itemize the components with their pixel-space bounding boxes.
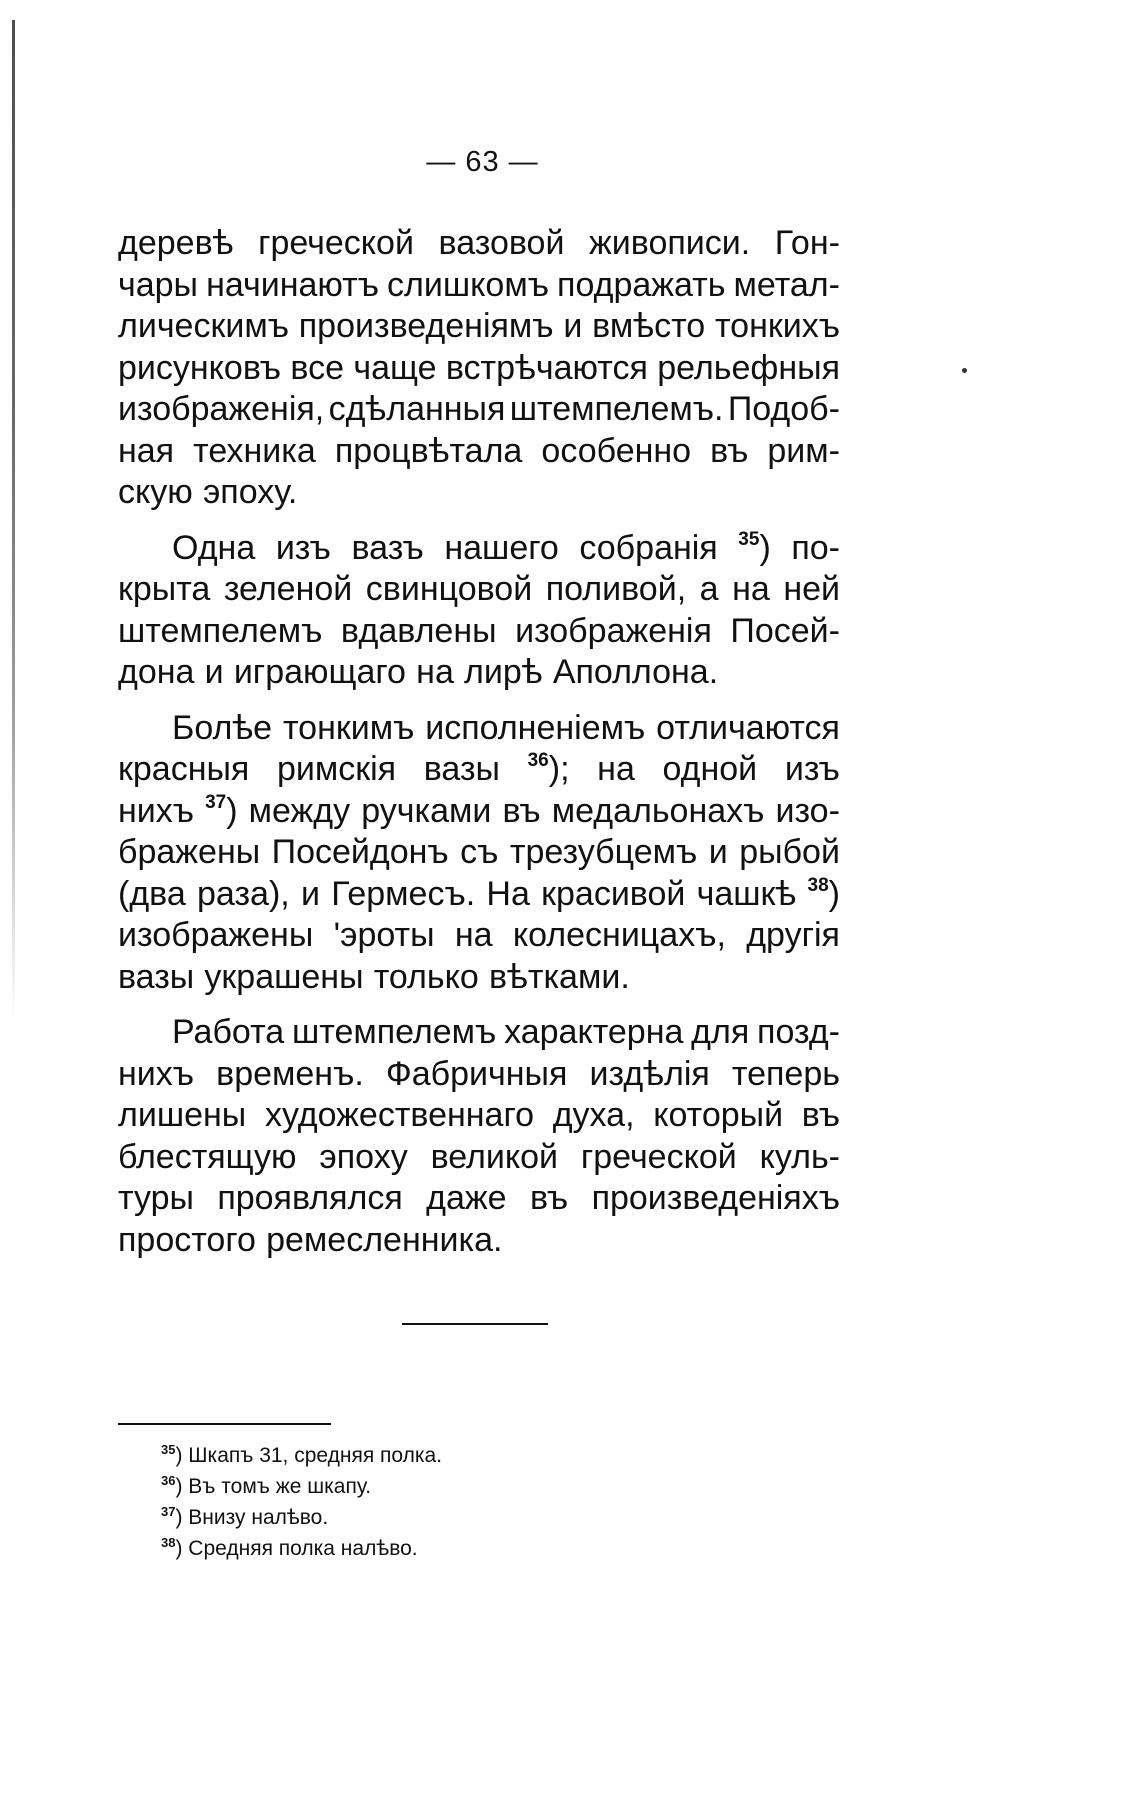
word: вазовой bbox=[438, 224, 565, 262]
word: изображены bbox=[118, 916, 314, 954]
word: штемпелемъ. bbox=[509, 390, 724, 428]
footnote-text: ) Шкапъ 31, средняя полка. bbox=[175, 1444, 443, 1467]
footnote-text: ) Средняя полка налѣво. bbox=[175, 1537, 418, 1560]
paragraph bbox=[118, 223, 840, 514]
paragraph bbox=[118, 528, 840, 694]
word: начинаютъ bbox=[206, 265, 379, 304]
word: чары bbox=[118, 265, 198, 304]
word: ней bbox=[783, 570, 840, 608]
text-line bbox=[118, 1095, 840, 1137]
word: слишкомъ bbox=[387, 265, 549, 304]
text-line bbox=[118, 1220, 840, 1262]
text-line bbox=[118, 306, 840, 348]
word: поливой, bbox=[545, 570, 687, 608]
word: чашкѣ bbox=[696, 874, 797, 913]
word: съ bbox=[460, 833, 499, 871]
word: временъ. bbox=[216, 1054, 364, 1093]
text-line bbox=[118, 389, 840, 431]
word: который bbox=[653, 1096, 784, 1134]
text-line bbox=[118, 832, 840, 874]
word: вмѣсто bbox=[592, 307, 706, 345]
word: изъ bbox=[275, 528, 331, 567]
word: рисунковъ bbox=[118, 348, 282, 387]
word: скую bbox=[118, 473, 193, 511]
text-line bbox=[118, 915, 840, 957]
word: издѣлія bbox=[589, 1054, 710, 1093]
footnote-reference: $^{35}$) bbox=[738, 528, 771, 567]
text-line bbox=[118, 431, 840, 473]
text-line bbox=[118, 348, 840, 390]
word: на bbox=[597, 750, 635, 788]
footnote-item bbox=[161, 1502, 442, 1533]
word: Гон- bbox=[774, 224, 840, 262]
word: туры bbox=[118, 1179, 194, 1217]
word: тонкимъ bbox=[282, 708, 415, 747]
word: между bbox=[248, 791, 351, 830]
word: на bbox=[416, 653, 454, 691]
text-line bbox=[118, 1137, 840, 1179]
word: играющаго bbox=[233, 653, 406, 691]
word: (два bbox=[118, 874, 186, 913]
word: духа, bbox=[552, 1096, 635, 1134]
word: трезубцемъ bbox=[509, 833, 698, 871]
word: процвѣтала bbox=[334, 431, 523, 470]
word: для bbox=[691, 1013, 750, 1051]
word: рельефныя bbox=[657, 348, 840, 387]
footnote-text: ) Внизу налѣво. bbox=[175, 1506, 329, 1529]
word: техника bbox=[193, 431, 316, 470]
word: лишены bbox=[118, 1096, 247, 1134]
word: простого bbox=[118, 1220, 256, 1259]
word: лическимъ bbox=[118, 307, 289, 345]
word: изо- bbox=[775, 791, 840, 830]
text-line bbox=[118, 611, 840, 653]
word: вѣтками. bbox=[488, 957, 630, 996]
word: греческой bbox=[258, 224, 414, 262]
word: медальонахъ bbox=[551, 791, 765, 830]
word: украшены bbox=[204, 957, 364, 996]
word: раза), bbox=[197, 874, 290, 913]
word: римскія bbox=[276, 750, 397, 788]
word: только bbox=[373, 957, 479, 996]
word: вазы bbox=[118, 957, 195, 996]
word: въ bbox=[502, 791, 541, 830]
word: Аполлона. bbox=[552, 653, 719, 691]
word: даже bbox=[426, 1179, 507, 1217]
word: исполненіемъ bbox=[425, 708, 646, 747]
footnote-reference: $^{38}$) bbox=[807, 874, 840, 913]
word: ручками bbox=[361, 791, 492, 830]
paragraph-gap bbox=[118, 998, 840, 1012]
text-line bbox=[118, 1054, 840, 1096]
word: Посейдонъ bbox=[271, 833, 449, 871]
word: художественнаго bbox=[264, 1096, 535, 1134]
word: нихъ bbox=[118, 1054, 195, 1093]
word: позд- bbox=[757, 1013, 840, 1051]
word: метал- bbox=[733, 265, 840, 304]
word: изъ bbox=[784, 750, 840, 788]
footnote-reference: $^{37}$) bbox=[205, 791, 238, 830]
text-line bbox=[118, 569, 840, 611]
word: рим- bbox=[767, 431, 840, 470]
word: изображенія, bbox=[118, 390, 325, 428]
word: великой bbox=[430, 1137, 559, 1176]
word: и bbox=[708, 833, 728, 871]
word: эпоху bbox=[319, 1137, 408, 1176]
word: деревѣ bbox=[118, 224, 234, 262]
word: штемпелемъ bbox=[291, 1013, 497, 1051]
word: а bbox=[699, 570, 719, 608]
word: вазъ bbox=[351, 528, 424, 567]
word: встрѣчаются bbox=[445, 348, 648, 387]
word: въ bbox=[529, 1179, 569, 1217]
footnote-mark: 35 bbox=[161, 1442, 176, 1457]
word: все bbox=[290, 348, 344, 387]
word: Фабричныя bbox=[385, 1054, 568, 1093]
footnote-item bbox=[161, 1533, 442, 1564]
text-line bbox=[118, 874, 840, 916]
word: чаще bbox=[353, 348, 437, 387]
word: собранія bbox=[579, 528, 718, 567]
text-line bbox=[118, 472, 840, 514]
word: Посей- bbox=[730, 611, 840, 650]
page-number: — 63 — bbox=[426, 146, 539, 178]
word: ная bbox=[118, 431, 175, 470]
footnote-item bbox=[161, 1471, 442, 1502]
text-line bbox=[118, 1178, 840, 1220]
word: и bbox=[563, 307, 583, 345]
word: Гермесъ. bbox=[331, 874, 476, 913]
text-line bbox=[118, 957, 840, 999]
footnote-mark: 37 bbox=[161, 1504, 176, 1519]
word: лирѣ bbox=[464, 653, 543, 691]
word: зеленой bbox=[223, 570, 353, 608]
body-text bbox=[118, 223, 840, 1261]
footnotes bbox=[161, 1440, 442, 1564]
word: произведеніямъ bbox=[298, 307, 554, 345]
word: одной bbox=[662, 750, 758, 788]
word: и bbox=[204, 653, 224, 691]
word: куль- bbox=[759, 1137, 840, 1176]
text-line bbox=[118, 749, 840, 791]
word: вазы bbox=[423, 750, 500, 788]
word: теперь bbox=[731, 1054, 840, 1093]
word: красивой bbox=[541, 874, 686, 913]
ink-speck bbox=[962, 368, 967, 373]
word: другія bbox=[746, 916, 840, 954]
word: и bbox=[300, 874, 320, 913]
word: На bbox=[486, 874, 530, 913]
text-line bbox=[118, 791, 840, 833]
word: нашего bbox=[444, 528, 559, 567]
word: характерна bbox=[504, 1013, 684, 1051]
word: рыбой bbox=[739, 833, 840, 871]
word: блестящую bbox=[118, 1137, 297, 1176]
word: ремесленника. bbox=[266, 1220, 503, 1259]
word: крыта bbox=[118, 570, 211, 608]
footnote-mark: 38 bbox=[161, 1535, 176, 1550]
text-line bbox=[118, 652, 840, 694]
paragraph-gap bbox=[118, 694, 840, 708]
end-of-text-rule bbox=[402, 1323, 548, 1325]
footnote-item bbox=[161, 1440, 442, 1471]
word: подражать bbox=[557, 265, 726, 304]
paragraph-gap bbox=[118, 514, 840, 528]
text-line bbox=[118, 223, 840, 265]
word: тонкихъ bbox=[714, 307, 840, 345]
word: колесницахъ, bbox=[512, 916, 726, 954]
text-line bbox=[118, 528, 840, 570]
word: греческой bbox=[580, 1137, 737, 1176]
word: свинцовой bbox=[365, 570, 533, 608]
paragraph bbox=[118, 708, 840, 999]
word: штемпелемъ bbox=[118, 611, 323, 650]
word: по- bbox=[791, 528, 840, 567]
footnote-reference: $^{36}$); bbox=[527, 750, 570, 788]
word: красныя bbox=[118, 750, 250, 788]
word: эпоху. bbox=[202, 473, 298, 511]
word: Одна bbox=[172, 528, 256, 567]
word: произведеніяхъ bbox=[591, 1179, 840, 1217]
word: Работа bbox=[172, 1013, 285, 1051]
word: вдавлены bbox=[340, 611, 497, 650]
word: сдѣланныя bbox=[328, 390, 506, 428]
word: Подоб- bbox=[727, 390, 840, 428]
word: живописи. bbox=[589, 224, 751, 262]
word: дона bbox=[118, 653, 195, 691]
text-line bbox=[118, 265, 840, 307]
word: ʹэроты bbox=[333, 916, 435, 954]
text-line bbox=[118, 708, 840, 750]
word: Болѣе bbox=[172, 708, 273, 747]
footnote-separator-rule bbox=[118, 1423, 331, 1425]
paragraph bbox=[118, 1012, 840, 1261]
word: на bbox=[454, 916, 493, 954]
word: въ bbox=[801, 1096, 840, 1134]
word: на bbox=[732, 570, 770, 608]
text-line bbox=[118, 1012, 840, 1054]
word: отличаются bbox=[656, 708, 840, 747]
footnote-text: ) Въ томъ же шкапу. bbox=[175, 1475, 372, 1498]
footnote-mark: 36 bbox=[161, 1473, 176, 1488]
word: проявлялся bbox=[217, 1179, 403, 1217]
word: изображенія bbox=[515, 611, 712, 650]
word: въ bbox=[710, 431, 749, 470]
word: бражены bbox=[118, 833, 261, 871]
word: нихъ bbox=[118, 791, 195, 830]
word: особенно bbox=[541, 431, 692, 470]
